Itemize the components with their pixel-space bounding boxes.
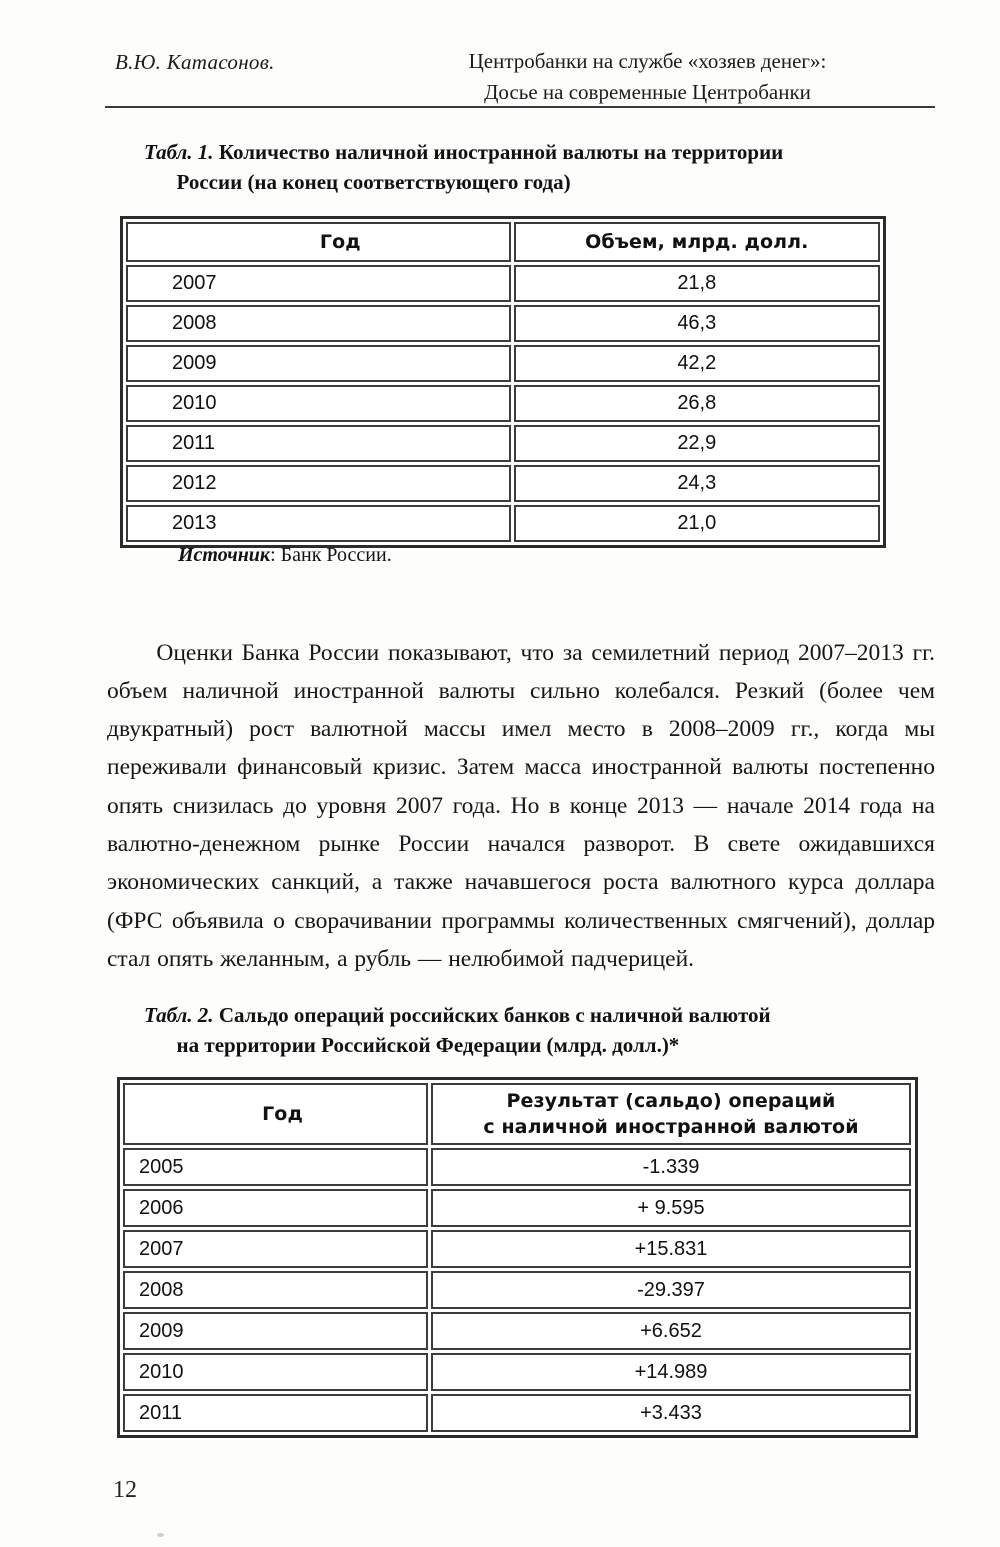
cell-year: 2008 — [123, 1271, 428, 1309]
body-paragraph: Оценки Банка России показывают, что за семилетний период 2007–2013 гг. объем наличной иностранной валюты сильно колебался. Резкий (более чем двукратный) рост валютной массы имел место в 2008–2009 гг., когда мы переживали финансовый кризис. Затем масса иностранной валюты постепенно опять снизилась до уровня 2007 года. Но в конце 2013 — начале 2014 года на валютно-денежном рынке России начался разворот. В свете ожидавшихся экономических санкций, а также начавшегося роста валютного курса доллара (ФРС объявила о сворачивании программы количественных смягчений), доллар стал опять желанным, а рубль — нелюбимой падчерицей. — [107, 639, 935, 972]
cell-year: 2012 — [126, 465, 511, 502]
table-row — [126, 265, 880, 302]
page-number: 12 — [113, 1477, 137, 1503]
table-currency-volume — [120, 216, 886, 548]
cell-year: 2013 — [126, 505, 511, 542]
column-header-balance — [431, 1083, 911, 1145]
cell-year: 2009 — [123, 1312, 428, 1350]
cell-volume: 46,3 — [514, 305, 880, 342]
cell-year: 2010 — [126, 385, 511, 422]
source-text: : Банк России. — [270, 544, 392, 566]
cell-year: 2007 — [126, 265, 511, 302]
cell-year: 2010 — [123, 1353, 428, 1391]
column-header-volume: Объем, млрд. долл. — [514, 222, 880, 262]
table-row — [123, 1312, 912, 1350]
cell-volume: 22,9 — [514, 425, 880, 462]
table-2-caption-number: Табл. 2. — [144, 1003, 214, 1027]
cell-year: 2006 — [123, 1189, 428, 1227]
table-row — [123, 1230, 912, 1268]
column-header-year: Год — [123, 1083, 428, 1145]
running-head-title — [360, 46, 935, 108]
table-row — [126, 345, 880, 382]
running-head-author: В.Ю. Катасонов. — [115, 50, 275, 74]
table-row — [123, 1271, 912, 1309]
table-row — [126, 385, 880, 422]
table-row — [126, 505, 880, 542]
column-header-year: Год — [126, 222, 511, 262]
cell-balance: +15.831 — [431, 1230, 911, 1268]
table-row — [126, 465, 880, 502]
running-head-title-line-2: Досье на современные Центробанки — [484, 80, 811, 104]
cell-balance: -29.397 — [431, 1271, 911, 1309]
cell-balance: -1.339 — [431, 1148, 911, 1186]
cell-balance: +3.433 — [431, 1394, 911, 1432]
cell-balance: +6.652 — [431, 1312, 911, 1350]
table-2-caption-line-2: на территории Российской Федерации (млрд. долл.)* — [176, 1033, 680, 1057]
table-2-caption — [144, 1000, 944, 1060]
running-head — [105, 42, 935, 104]
cell-balance: +14.989 — [431, 1353, 911, 1391]
cell-year: 2011 — [126, 425, 511, 462]
table-cash-currency-balance — [117, 1077, 918, 1438]
cell-balance: + 9.595 — [431, 1189, 911, 1227]
table-1-caption-line-2: России (на конец соответствующего года) — [176, 170, 571, 194]
table-row — [123, 1189, 912, 1227]
cell-year: 2007 — [123, 1230, 428, 1268]
column-header-balance-line-2: с наличной иностранной валютой — [483, 1116, 859, 1138]
table-header-row — [123, 1083, 912, 1145]
table-1-source-note — [178, 544, 392, 567]
cell-volume: 26,8 — [514, 385, 880, 422]
cell-year: 2011 — [123, 1394, 428, 1432]
table-2-caption-line-1: Сальдо операций российских банков с наличной валютой — [213, 1003, 771, 1027]
cell-volume: 21,0 — [514, 505, 880, 542]
cell-year: 2005 — [123, 1148, 428, 1186]
table-1-caption — [144, 137, 934, 197]
table-1-caption-line-1: Количество наличной иностранной валюты на территории — [213, 140, 784, 164]
table-header-row — [126, 222, 880, 262]
cell-volume: 21,8 — [514, 265, 880, 302]
table-row — [126, 305, 880, 342]
running-head-title-line-1: Центробанки на службе «хозяев денег»: — [468, 49, 827, 73]
cell-year: 2008 — [126, 305, 511, 342]
column-header-balance-line-1: Результат (сальдо) операций — [506, 1090, 836, 1112]
header-rule — [105, 106, 935, 108]
cell-volume: 42,2 — [514, 345, 880, 382]
cell-year: 2009 — [126, 345, 511, 382]
table-row — [123, 1394, 912, 1432]
table-row — [123, 1148, 912, 1186]
scan-artifact — [157, 1533, 164, 1537]
table-row — [126, 425, 880, 462]
table-row — [123, 1353, 912, 1391]
table-1-caption-number: Табл. 1. — [144, 140, 214, 164]
source-label: Источник — [178, 544, 271, 566]
cell-volume: 24,3 — [514, 465, 880, 502]
